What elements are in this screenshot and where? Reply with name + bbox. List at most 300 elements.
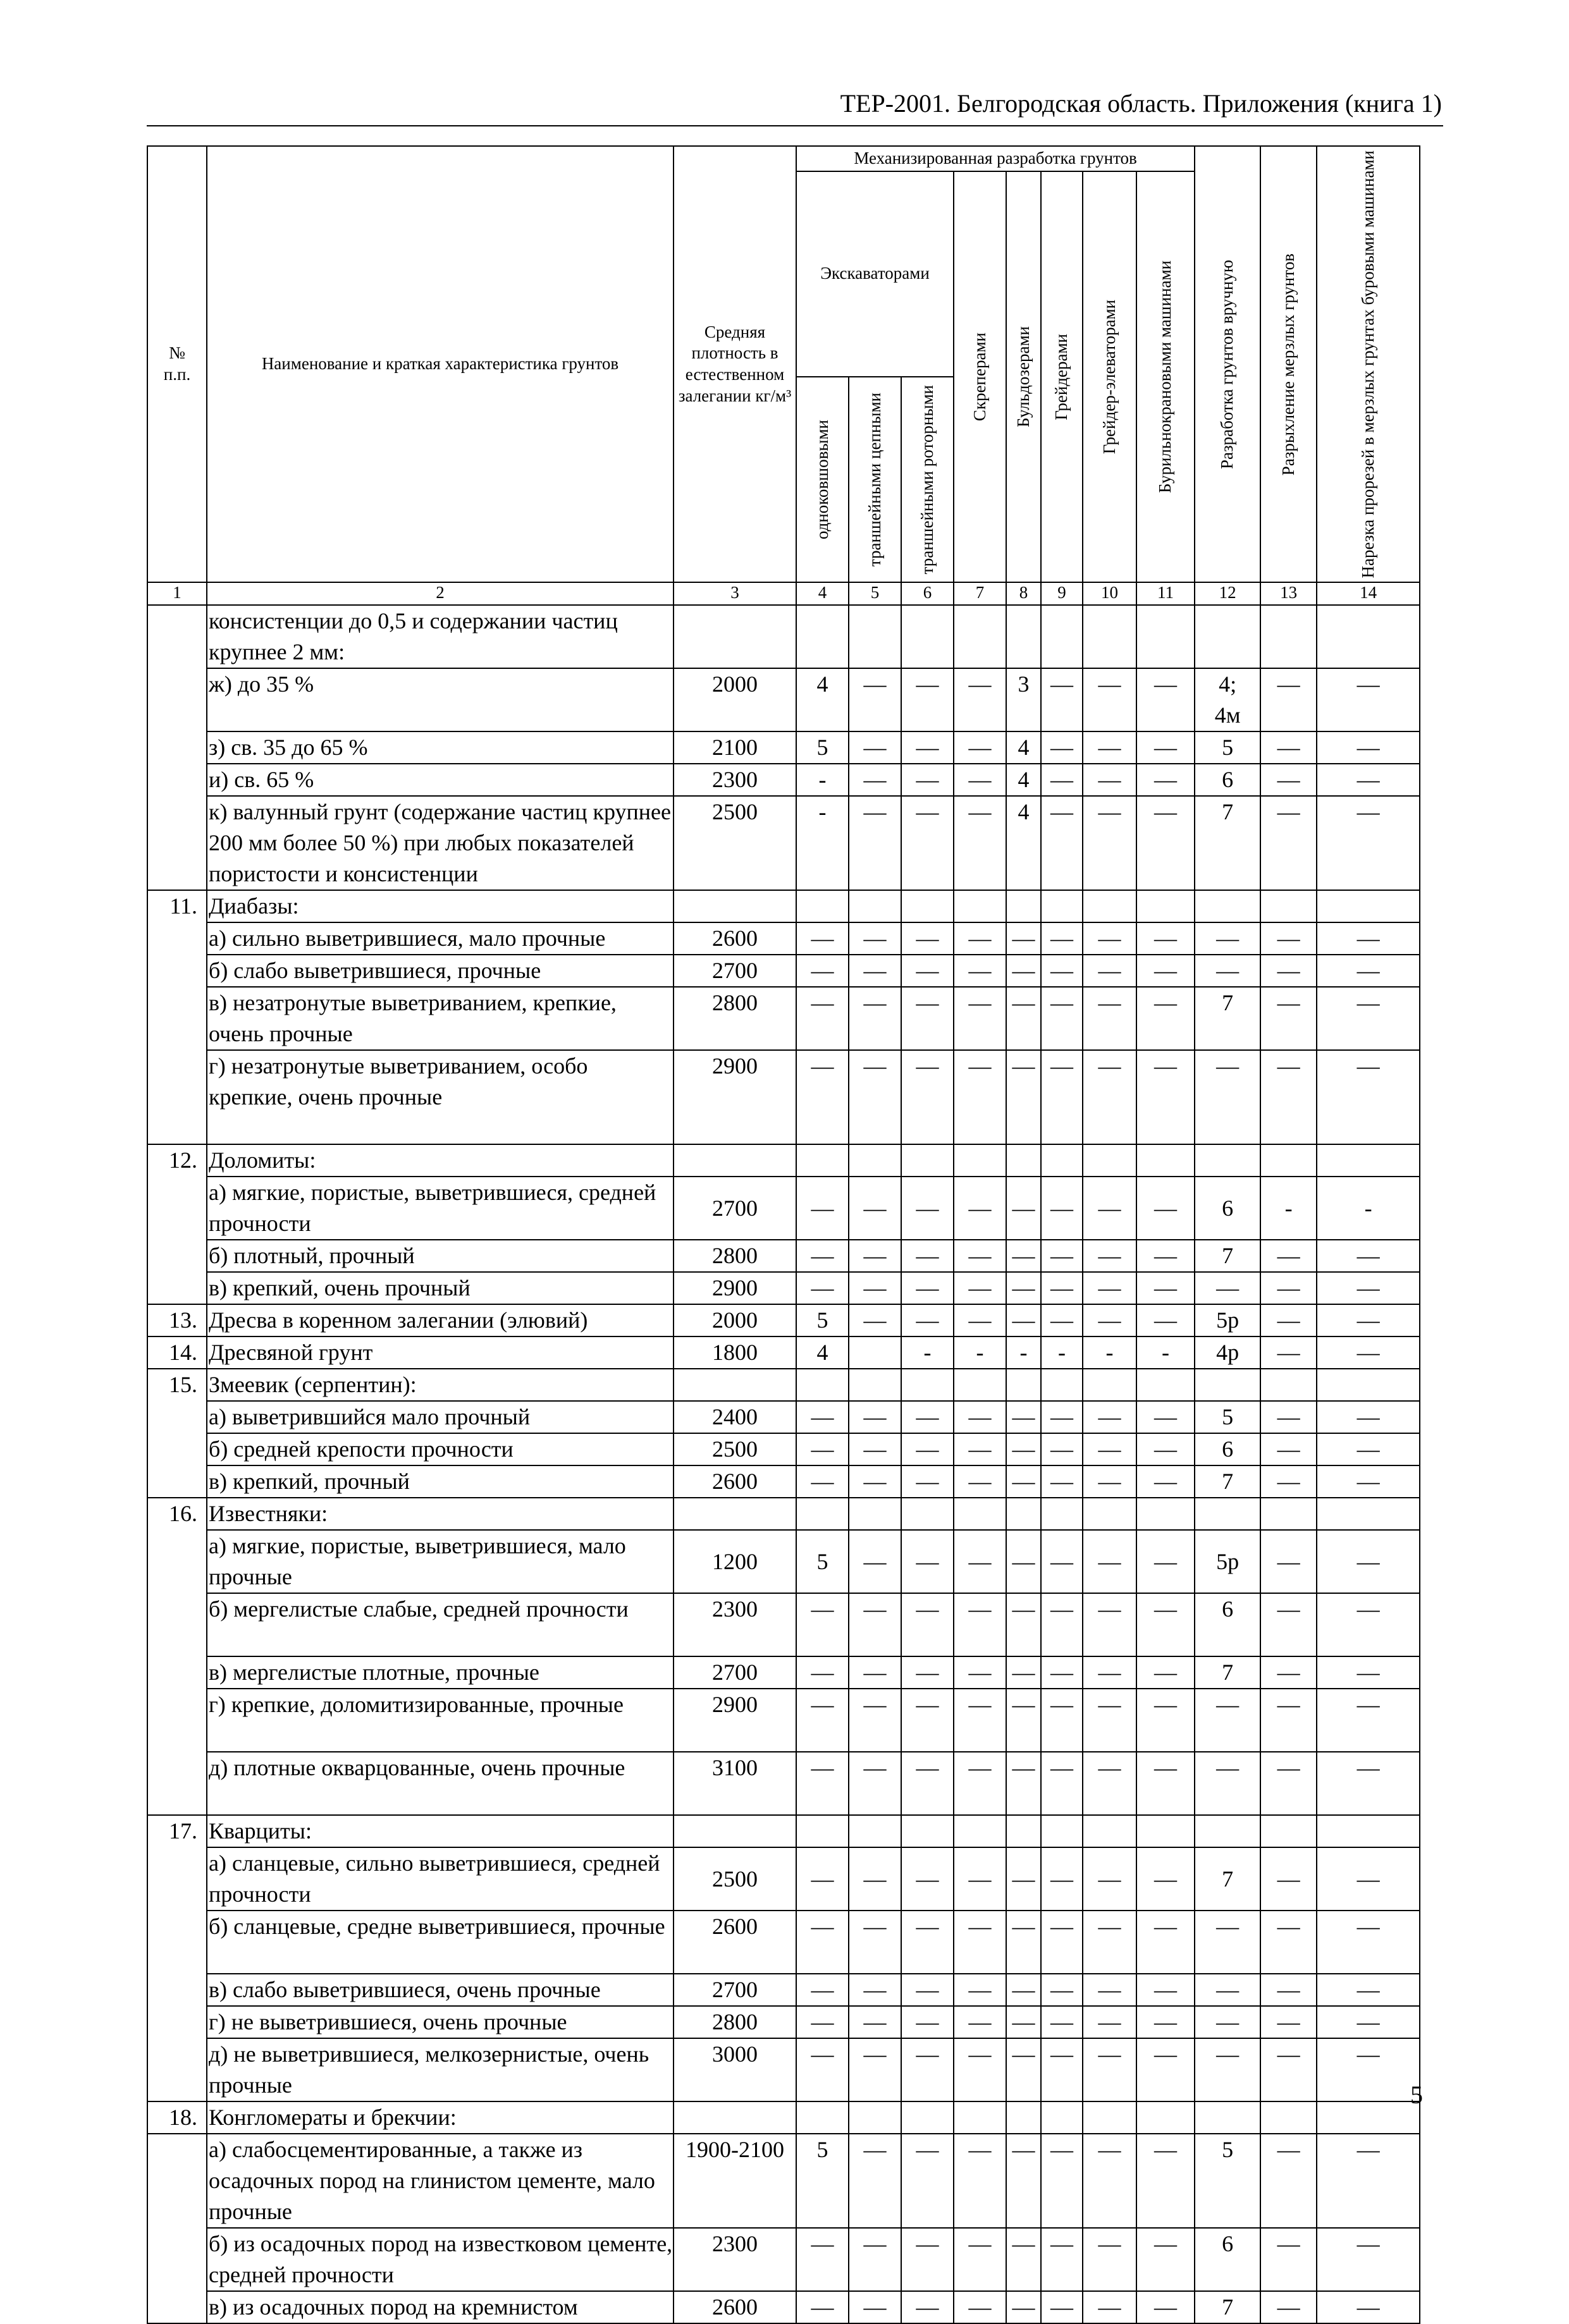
- value-cell-col9: —: [1041, 2006, 1083, 2038]
- value-cell-col6: —: [901, 1304, 954, 1336]
- value-cell-col11: —: [1136, 2134, 1195, 2228]
- value-cell-col4: [796, 1815, 849, 1847]
- soil-name: ж) до 35 %: [207, 668, 674, 731]
- table-row: [147, 1498, 1420, 1530]
- value-cell-col4: —: [796, 922, 849, 955]
- value-cell-col14: —: [1317, 1401, 1420, 1433]
- value-cell-col10: —: [1083, 1240, 1136, 1272]
- value-cell-col5: —: [849, 1240, 901, 1272]
- header-col8-text: Бульдозерами: [1013, 326, 1033, 428]
- value-cell-col6: —: [901, 1530, 954, 1593]
- value-cell-col4: —: [796, 1272, 849, 1304]
- value-cell-col12: 6: [1195, 1433, 1260, 1465]
- value-cell-col13: —: [1260, 1465, 1317, 1498]
- value-cell-col14: —: [1317, 1974, 1420, 2006]
- colnum-12: 12: [1195, 582, 1260, 605]
- value-cell-col9: —: [1041, 987, 1083, 1050]
- value-cell-col11: —: [1136, 796, 1195, 890]
- table-row: [147, 731, 1420, 764]
- density-cell: 2000: [674, 668, 796, 731]
- value-cell-col8: —: [1006, 1593, 1041, 1656]
- value-cell-col11: -: [1136, 1336, 1195, 1369]
- table-row: [147, 2134, 1420, 2228]
- header-col13: [1260, 146, 1317, 582]
- value-cell-col7: —: [954, 668, 1006, 731]
- value-cell-col11: —: [1136, 2038, 1195, 2101]
- value-cell-col13: —: [1260, 922, 1317, 955]
- value-cell-col10: —: [1083, 1974, 1136, 2006]
- header-excavators-text: Экскаваторами: [820, 264, 930, 283]
- value-cell-col10: —: [1083, 1304, 1136, 1336]
- table-row: [147, 1369, 1420, 1401]
- value-cell-col4: —: [796, 1240, 849, 1272]
- table-row: [147, 2291, 1420, 2323]
- value-cell-col12: [1195, 1498, 1260, 1530]
- table-body: [147, 605, 1420, 2323]
- item-number: [147, 2134, 207, 2323]
- value-cell-col9: —: [1041, 1689, 1083, 1752]
- value-cell-col4: —: [796, 2291, 849, 2323]
- soil-name: б) средней крепости прочности: [207, 1433, 674, 1465]
- value-cell-col14: —: [1317, 2006, 1420, 2038]
- value-cell-col8: —: [1006, 1911, 1041, 1974]
- table-row: [147, 796, 1420, 890]
- table-row: [147, 1689, 1420, 1752]
- value-cell-col9: —: [1041, 2228, 1083, 2291]
- density-cell: 2600: [674, 1465, 796, 1498]
- value-cell-col12: [1195, 605, 1260, 668]
- value-cell-col7: —: [954, 1465, 1006, 1498]
- colnum-5: 5: [849, 582, 901, 605]
- value-cell-col11: —: [1136, 1272, 1195, 1304]
- soil-name: д) не выветрившиеся, мелкозернистые, очень прочные: [207, 2038, 674, 2101]
- value-cell-col6: —: [901, 1240, 954, 1272]
- soil-name: а) мягкие, пористые, выветрившиеся, средней прочности: [207, 1177, 674, 1240]
- value-cell-col10: —: [1083, 1433, 1136, 1465]
- value-cell-col8: —: [1006, 1177, 1041, 1240]
- value-cell-col11: —: [1136, 2228, 1195, 2291]
- value-cell-col7: —: [954, 1272, 1006, 1304]
- value-cell-col4: 4: [796, 1336, 849, 1369]
- value-cell-col5: —: [849, 1530, 901, 1593]
- value-cell-col14: —: [1317, 1336, 1420, 1369]
- value-cell-col4: —: [796, 955, 849, 987]
- value-cell-col9: —: [1041, 955, 1083, 987]
- value-cell-col4: —: [796, 2228, 849, 2291]
- value-cell-col12: 5: [1195, 1401, 1260, 1433]
- soil-name: б) мергелистые слабые, средней прочности: [207, 1593, 674, 1656]
- value-cell-col10: [1083, 1144, 1136, 1177]
- table-row: [147, 1433, 1420, 1465]
- value-cell-col12: 5р: [1195, 1304, 1260, 1336]
- value-cell-col13: —: [1260, 1240, 1317, 1272]
- value-cell-col4: [796, 1369, 849, 1401]
- soil-name: в) из осадочных пород на кремнистом: [207, 2291, 674, 2323]
- value-cell-col14: —: [1317, 1911, 1420, 1974]
- table-row: [147, 1656, 1420, 1689]
- value-cell-col12: 7: [1195, 1656, 1260, 1689]
- table-row: [147, 1530, 1420, 1593]
- value-cell-col7: —: [954, 1847, 1006, 1911]
- value-cell-col10: —: [1083, 1465, 1136, 1498]
- value-cell-col12: 4р: [1195, 1336, 1260, 1369]
- value-cell-col10: —: [1083, 2006, 1136, 2038]
- value-cell-col8: —: [1006, 1530, 1041, 1593]
- value-cell-col9: [1041, 1144, 1083, 1177]
- value-cell-col4: —: [796, 1974, 849, 2006]
- value-cell-col13: —: [1260, 668, 1317, 731]
- value-cell-col4: —: [796, 1593, 849, 1656]
- value-cell-col11: —: [1136, 1401, 1195, 1433]
- soil-name: в) крепкий, очень прочный: [207, 1272, 674, 1304]
- soil-name: д) плотные окварцованные, очень прочные: [207, 1752, 674, 1815]
- value-cell-col4: —: [796, 1050, 849, 1144]
- value-cell-col13: —: [1260, 2006, 1317, 2038]
- value-cell-col8: —: [1006, 1974, 1041, 2006]
- value-cell-col9: —: [1041, 1304, 1083, 1336]
- value-cell-col7: —: [954, 2228, 1006, 2291]
- value-cell-col9: —: [1041, 2038, 1083, 2101]
- value-cell-col7: [954, 1369, 1006, 1401]
- table-row: [147, 890, 1420, 922]
- value-cell-col13: [1260, 1144, 1317, 1177]
- header-col8: [1006, 171, 1041, 582]
- value-cell-col9: —: [1041, 1593, 1083, 1656]
- value-cell-col5: —: [849, 1304, 901, 1336]
- value-cell-col14: —: [1317, 731, 1420, 764]
- value-cell-col5: [849, 1144, 901, 1177]
- value-cell-col8: —: [1006, 2006, 1041, 2038]
- soil-name: в) незатронутые выветриванием, крепкие, очень прочные: [207, 987, 674, 1050]
- value-cell-col13: [1260, 605, 1317, 668]
- value-cell-col11: [1136, 1498, 1195, 1530]
- value-cell-col8: —: [1006, 2134, 1041, 2228]
- value-cell-col14: [1317, 890, 1420, 922]
- density-cell: 1200: [674, 1530, 796, 1593]
- header-col6-text: траншейными роторными: [917, 384, 937, 575]
- item-number: 12.: [147, 1144, 207, 1304]
- value-cell-col6: —: [901, 731, 954, 764]
- colnum-6: 6: [901, 582, 954, 605]
- colnum-1: 1: [147, 582, 207, 605]
- header-col12-text: Разработка грунтов вручную: [1217, 259, 1237, 469]
- value-cell-col8: [1006, 605, 1041, 668]
- density-cell: 2900: [674, 1050, 796, 1144]
- value-cell-col5: —: [849, 2134, 901, 2228]
- value-cell-col10: [1083, 1815, 1136, 1847]
- item-number: 13.: [147, 1304, 207, 1336]
- value-cell-col14: —: [1317, 1240, 1420, 1272]
- value-cell-col5: —: [849, 2228, 901, 2291]
- value-cell-col6: —: [901, 955, 954, 987]
- value-cell-col11: —: [1136, 1593, 1195, 1656]
- density-cell: 2500: [674, 796, 796, 890]
- value-cell-col12: [1195, 1815, 1260, 1847]
- value-cell-col5: [849, 1815, 901, 1847]
- value-cell-col9: —: [1041, 1656, 1083, 1689]
- colnum-8: 8: [1006, 582, 1041, 605]
- value-cell-col11: —: [1136, 1240, 1195, 1272]
- value-cell-col6: —: [901, 2134, 954, 2228]
- value-cell-col14: —: [1317, 922, 1420, 955]
- value-cell-col14: —: [1317, 1752, 1420, 1815]
- value-cell-col14: —: [1317, 1433, 1420, 1465]
- density-cell: 2800: [674, 987, 796, 1050]
- value-cell-col13: —: [1260, 1433, 1317, 1465]
- value-cell-col7: —: [954, 922, 1006, 955]
- value-cell-col8: [1006, 890, 1041, 922]
- value-cell-col13: —: [1260, 987, 1317, 1050]
- value-cell-col13: —: [1260, 2134, 1317, 2228]
- item-number: 17.: [147, 1815, 207, 2101]
- value-cell-col6: [901, 605, 954, 668]
- header-mech-text: Механизированная разработка грунтов: [854, 149, 1137, 168]
- header-col6: [901, 377, 954, 583]
- value-cell-col4: 5: [796, 1530, 849, 1593]
- table-row: [147, 1401, 1420, 1433]
- soil-name: к) валунный грунт (содержание частиц крупнее 200 мм более 50 %) при любых показателей пористости и консистенции: [207, 796, 674, 890]
- value-cell-col6: —: [901, 1050, 954, 1144]
- value-cell-col9: —: [1041, 1050, 1083, 1144]
- value-cell-col6: —: [901, 1911, 954, 1974]
- value-cell-col10: —: [1083, 922, 1136, 955]
- value-cell-col4: 4: [796, 668, 849, 731]
- value-cell-col14: —: [1317, 1050, 1420, 1144]
- value-cell-col14: -: [1317, 1177, 1420, 1240]
- soil-name: а) слабосцементированные, а также из осадочных пород на глинистом цементе, мало прочные: [207, 2134, 674, 2228]
- value-cell-col4: [796, 605, 849, 668]
- value-cell-col8: —: [1006, 2291, 1041, 2323]
- value-cell-col8: [1006, 1815, 1041, 1847]
- density-cell: 2300: [674, 1593, 796, 1656]
- value-cell-col12: —: [1195, 1752, 1260, 1815]
- value-cell-col8: —: [1006, 1401, 1041, 1433]
- value-cell-col10: —: [1083, 1050, 1136, 1144]
- value-cell-col5: —: [849, 1689, 901, 1752]
- value-cell-col7: [954, 1815, 1006, 1847]
- colnum-14: 14: [1317, 582, 1420, 605]
- value-cell-col6: —: [901, 1401, 954, 1433]
- value-cell-col10: —: [1083, 1689, 1136, 1752]
- soil-name: Кварциты:: [207, 1815, 674, 1847]
- value-cell-col10: —: [1083, 1847, 1136, 1911]
- value-cell-col11: —: [1136, 1656, 1195, 1689]
- value-cell-col12: [1195, 2101, 1260, 2134]
- value-cell-col9: [1041, 1369, 1083, 1401]
- value-cell-col14: —: [1317, 1656, 1420, 1689]
- density-cell: 1800: [674, 1336, 796, 1369]
- value-cell-col13: —: [1260, 1530, 1317, 1593]
- density-cell: 2900: [674, 1689, 796, 1752]
- value-cell-col7: —: [954, 1530, 1006, 1593]
- value-cell-col4: —: [796, 1465, 849, 1498]
- value-cell-col8: —: [1006, 1465, 1041, 1498]
- value-cell-col9: [1041, 605, 1083, 668]
- soil-name: г) не выветрившиеся, очень прочные: [207, 2006, 674, 2038]
- soil-name: б) сланцевые, средне выветрившиеся, прочные: [207, 1911, 674, 1974]
- soil-name: и) св. 65 %: [207, 764, 674, 796]
- soil-name: Доломиты:: [207, 1144, 674, 1177]
- value-cell-col11: —: [1136, 1689, 1195, 1752]
- value-cell-col12: —: [1195, 1050, 1260, 1144]
- value-cell-col12: 7: [1195, 796, 1260, 890]
- soil-name: а) мягкие, пористые, выветрившиеся, мало прочные: [207, 1530, 674, 1593]
- value-cell-col13: —: [1260, 1847, 1317, 1911]
- colnum-10: 10: [1083, 582, 1136, 605]
- value-cell-col11: —: [1136, 1465, 1195, 1498]
- header-col11: [1136, 171, 1195, 582]
- value-cell-col7: —: [954, 1177, 1006, 1240]
- header-col9: [1041, 171, 1083, 582]
- soil-name: Диабазы:: [207, 890, 674, 922]
- item-number: 16.: [147, 1498, 207, 1815]
- colnum-11: 11: [1136, 582, 1195, 605]
- table-row: [147, 1815, 1420, 1847]
- value-cell-col14: —: [1317, 1689, 1420, 1752]
- value-cell-col13: —: [1260, 1336, 1317, 1369]
- value-cell-col12: —: [1195, 1272, 1260, 1304]
- value-cell-col6: [901, 1369, 954, 1401]
- value-cell-col7: [954, 605, 1006, 668]
- value-cell-col13: —: [1260, 1401, 1317, 1433]
- header-name-text: Наименование и краткая характеристика грунтов: [261, 354, 619, 374]
- value-cell-col8: 4: [1006, 796, 1041, 890]
- value-cell-col10: —: [1083, 1177, 1136, 1240]
- value-cell-col11: —: [1136, 922, 1195, 955]
- value-cell-col4: —: [796, 1177, 849, 1240]
- value-cell-col9: —: [1041, 1272, 1083, 1304]
- value-cell-col4: —: [796, 1752, 849, 1815]
- value-cell-col4: —: [796, 1433, 849, 1465]
- value-cell-col9: —: [1041, 1240, 1083, 1272]
- value-cell-col5: [849, 1498, 901, 1530]
- value-cell-col9: [1041, 1815, 1083, 1847]
- value-cell-col11: —: [1136, 764, 1195, 796]
- value-cell-col7: —: [954, 764, 1006, 796]
- value-cell-col14: —: [1317, 2291, 1420, 2323]
- value-cell-col4: -: [796, 796, 849, 890]
- value-cell-col6: —: [901, 1177, 954, 1240]
- table-row: [147, 955, 1420, 987]
- table-row: [147, 1272, 1420, 1304]
- value-cell-col13: —: [1260, 1656, 1317, 1689]
- value-cell-col8: -: [1006, 1336, 1041, 1369]
- value-cell-col6: -: [901, 1336, 954, 1369]
- value-cell-col5: —: [849, 1465, 901, 1498]
- header-col11-text: Бурильнокрановыми машинами: [1155, 260, 1175, 494]
- value-cell-col8: 3: [1006, 668, 1041, 731]
- value-cell-col10: —: [1083, 731, 1136, 764]
- density-cell: 2700: [674, 1974, 796, 2006]
- value-cell-col10: -: [1083, 1336, 1136, 1369]
- value-cell-col7: —: [954, 1752, 1006, 1815]
- value-cell-col6: —: [901, 1593, 954, 1656]
- value-cell-col6: —: [901, 2006, 954, 2038]
- table-row: [147, 1304, 1420, 1336]
- value-cell-col12: 6: [1195, 764, 1260, 796]
- soil-name: а) выветрившийся мало прочный: [207, 1401, 674, 1433]
- density-cell: [674, 1498, 796, 1530]
- value-cell-col4: —: [796, 1656, 849, 1689]
- table-row: [147, 1050, 1420, 1144]
- table-row: [147, 1752, 1420, 1815]
- value-cell-col11: [1136, 1369, 1195, 1401]
- value-cell-col5: [849, 1369, 901, 1401]
- value-cell-col12: —: [1195, 1689, 1260, 1752]
- value-cell-col4: 5: [796, 731, 849, 764]
- value-cell-col8: [1006, 1369, 1041, 1401]
- value-cell-col13: [1260, 890, 1317, 922]
- value-cell-col9: [1041, 890, 1083, 922]
- value-cell-col14: [1317, 2101, 1420, 2134]
- value-cell-col14: [1317, 1369, 1420, 1401]
- value-cell-col14: —: [1317, 2134, 1420, 2228]
- value-cell-col8: —: [1006, 1050, 1041, 1144]
- value-cell-col12: 5: [1195, 2134, 1260, 2228]
- header-density: [674, 146, 796, 582]
- value-cell-col14: —: [1317, 764, 1420, 796]
- soil-name: б) из осадочных пород на известковом цементе, средней прочности: [207, 2228, 674, 2291]
- value-cell-col9: —: [1041, 764, 1083, 796]
- value-cell-col5: —: [849, 987, 901, 1050]
- value-cell-col9: —: [1041, 1177, 1083, 1240]
- table-row: [147, 1911, 1420, 1974]
- density-cell: 2700: [674, 1656, 796, 1689]
- value-cell-col5: —: [849, 955, 901, 987]
- value-cell-col5: —: [849, 1656, 901, 1689]
- value-cell-col12: 6: [1195, 1177, 1260, 1240]
- value-cell-col4: [796, 1144, 849, 1177]
- value-cell-col10: —: [1083, 2038, 1136, 2101]
- density-cell: 2400: [674, 1401, 796, 1433]
- table-row: [147, 2228, 1420, 2291]
- header-col14: [1317, 146, 1420, 582]
- value-cell-col14: —: [1317, 2038, 1420, 2101]
- density-cell: 2000: [674, 1304, 796, 1336]
- value-cell-col13: [1260, 1369, 1317, 1401]
- value-cell-col7: —: [954, 1240, 1006, 1272]
- header-col5: [849, 377, 901, 583]
- value-cell-col6: [901, 890, 954, 922]
- value-cell-col12: 7: [1195, 2291, 1260, 2323]
- value-cell-col7: —: [954, 955, 1006, 987]
- value-cell-col9: —: [1041, 1911, 1083, 1974]
- value-cell-col10: —: [1083, 1656, 1136, 1689]
- value-cell-col11: —: [1136, 731, 1195, 764]
- value-cell-col12: 5р: [1195, 1530, 1260, 1593]
- value-cell-col5: —: [849, 1847, 901, 1911]
- value-cell-col14: —: [1317, 1593, 1420, 1656]
- value-cell-col7: —: [954, 1593, 1006, 1656]
- item-number: 15.: [147, 1369, 207, 1498]
- soil-name: б) слабо выветрившиеся, прочные: [207, 955, 674, 987]
- value-cell-col9: —: [1041, 1530, 1083, 1593]
- value-cell-col4: —: [796, 1847, 849, 1911]
- value-cell-col11: —: [1136, 1304, 1195, 1336]
- density-cell: 2600: [674, 2291, 796, 2323]
- value-cell-col9: —: [1041, 1465, 1083, 1498]
- value-cell-col12: —: [1195, 922, 1260, 955]
- value-cell-col12: 5: [1195, 731, 1260, 764]
- value-cell-col13: —: [1260, 731, 1317, 764]
- value-cell-col5: —: [849, 1752, 901, 1815]
- value-cell-col10: —: [1083, 1272, 1136, 1304]
- value-cell-col10: —: [1083, 668, 1136, 731]
- value-cell-col5: —: [849, 1974, 901, 2006]
- value-cell-col7: —: [954, 1974, 1006, 2006]
- value-cell-col6: —: [901, 1974, 954, 2006]
- value-cell-col9: —: [1041, 1847, 1083, 1911]
